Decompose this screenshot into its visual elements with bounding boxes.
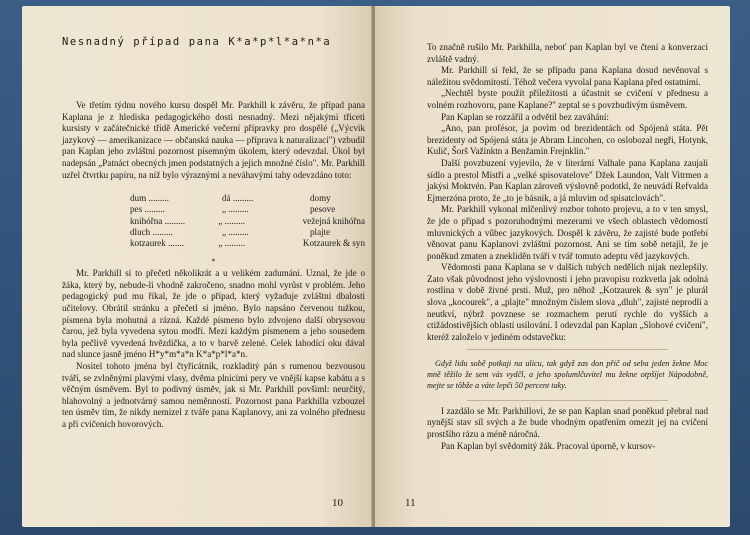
vocab-ditto: „ .........: [218, 215, 246, 226]
right-page: [375, 6, 730, 527]
vocab-singular: dluch .........: [130, 226, 173, 237]
divider: [467, 400, 668, 402]
paragraph: Nositel tohoto jména byl čtyřicátník, rozkladitý pán s rumenou bezvousou tváří, se zvlněnými plavými vlasy, dvěma plnicími pery ve vnější kapse kabátu a s věčným úsměvem. Byl to podivný úsměv, jak si Mr. Parkhill povšiml: neurčitý, blahovolný a jednotvárný samou neměnností. Pozornost pana Parkhilla vzbouzel ten úsměv tím, že nikdy nemizel z tváře pana Kaplanovy, ani za volného přednesu a při cvičeních hovorových.: [62, 360, 365, 429]
vocab-plural: vežejná knihóřna: [302, 215, 365, 226]
paragraph: I zazdálo se Mr. Parkhillovi, že se pan Kaplan snad poněkud přebral nad nynější stav síl svých a že bude vhodným opatřením omezit jej na cvičení prostšího rázu a méně náročná.: [427, 405, 708, 440]
vocab-singular: knihóřna .........: [130, 215, 186, 226]
section-star: *: [211, 257, 216, 267]
vocab-row: [130, 193, 365, 204]
vocab-plural: plajte: [310, 226, 331, 237]
paragraph: Vědomosti pana Kaplana se v dalších tubých nedělích nijak nezlepšily. Zato však původnost jeho výslovnosti i jeho pravopisu rozkvetla jak odolná rostlina v době živné prsti. Muž, pro něhož „Kotzaurek & syn" je plurál slova „kocourek", a „plajte" množným číslem slova „dluh", zajisté neprodlí a neutkví, nýbrž povznese se rozmachem perutí rychle do vyšších a ctižádostivějších oblastí usilování. I odevzdal pan Kaplan „Slohové cvičení", kteréž založelo v jediném odstavečku:: [427, 262, 708, 342]
page-number: 11: [405, 497, 416, 509]
vocab-row: [130, 227, 365, 238]
vocab-plural: domy: [310, 193, 331, 204]
paragraph: „Ano, pan profésor, ja povim od brezidentách od Spójená státa. Pět brezidenty od Spójená státa je Abram Lincohen, co oslobozal negři, Hotynk, Kulič, Šorš Važinktn a Benžamin Frejnklin.": [427, 123, 708, 157]
vocab-plural: Kotzaurek & syn: [302, 237, 365, 248]
vocab-row: [130, 216, 365, 227]
paragraph: „Nechtěl byste použít příležitosti a účastnit se cvičení v přednesu a volném rozhovoru, pane Kaplane?" zeptal se s povzbudivým úsměvem.: [427, 88, 708, 110]
paragraph: To značně rušilo Mr. Parkhilla, neboť pan Kaplan byl ve čtení a konverzaci zvláště vadný.: [427, 42, 708, 64]
vocab-ditto: dá .........: [222, 193, 254, 204]
paragraph: Pan Kaplan se rozzářil a odvětil bez zaváhání:: [441, 111, 609, 122]
paragraph: Mr. Parkhill si to přečetl několikrát a u velikém zadumání. Uznal, že jde o žáka, který by, nebude-li vhodně zakročeno, snadno mohl vyrůst v problém. Jeho pedagogický pud mu říkal, že jde o případ, který vyžaduje zvláštní dbalosti učitelovy. Obrátil stránku a přečetl si jméno. Bylo napsáno červenou tužkou, písmena byla mohutná a rázná. Každé písmeno bylo zdvojeno další obrysovou čarou, jež byla vyvedena sytou modří. Mezi každým písmenem a jeho sousedem byla pečlivě vyvedená hvězdička, a to v barvě zelené. Celek lahodící oku dával nad slunce jasně jméno H*y*m*a*n K*a*p*l*a*n.: [62, 268, 365, 360]
vocab-singular: pes .........: [130, 204, 165, 215]
vocab-row: [130, 204, 365, 215]
chapter-title: Nesnadný případ pana K*a*p*l*a*n*a: [62, 36, 332, 48]
paragraph: Mr. Parkhill vykonal mlčenlivý rozbor tohoto projevu, a to v ten smysl, že jde o případ s pozoruhodnými mezerami ve všech oblastech vědomostí mluvnických a vůbec jazykových. Dospěl k závěru, že zajisté bude potřebí věnovat panu Kaplanovi zvláštní pozornost. Ani se tím sobě netajil, že je poněkud zmaten a znekliděn tváří v tvář tomuto adeptu věd jazykových.: [427, 204, 708, 261]
vocab-singular: kotzaurek .......: [130, 237, 185, 248]
vocab-plural: pesove: [310, 204, 336, 215]
vocab-row: [130, 238, 365, 249]
paragraph: Mr. Parkhill si řekl, že se případu pana Kaplana dosud nevěnoval s náležitou svědomitostí. Téhož večera vyvolal pana Kaplana před ostatními.: [427, 65, 708, 87]
paragraph: Ve třetím týdnu nového kursu dospěl Mr. Parkhill k závěru, že případ pana Kaplana je z hlediska pedagogického dosti nesnadný. Mezi nějakými třiceti kursisty v začátečnické třídě Americké večerní přípravky pro dospělé („Výcvik jazykový — amerikanizace — občanská nauka — příprava k naturalizaci") vzbudil pan Kaplan jeho zvláštní pozornost písemným úkolem, který odevzdal. Úkol byl nadepsán „Patnáct obecných jmen podstatných a jejich množné číslo". Mr. Parkhill uzřel čtvrtku papíru, na níž bylo výraznými a neváhavými tahy odevzdáno toto:: [62, 100, 365, 180]
paragraph: Pan Kaplan byl svědomitý žák. Pracoval úporně, v kursov-: [441, 440, 656, 451]
vocabulary-list: [130, 193, 365, 249]
vocab-ditto: „ .........: [222, 204, 249, 215]
handwritten-essay: Gdyž lidu sobě potkaji na ulicu, tak gdyž zas don přič od seba jeden žekne Moc mně těžilo že sem vás vydčl, a jeho spolumlčuvitel mu žekne otpšíjet Nápodobně, mejte se tôbže a váte lepči 50 percent taky.: [427, 359, 708, 391]
vocab-ditto: „ .........: [222, 226, 249, 237]
divider: [467, 349, 668, 351]
vocab-singular: dum .........: [130, 193, 169, 204]
page-number: 10: [332, 497, 343, 509]
left-page: [22, 6, 373, 527]
paragraph: Další povzbuzení vyjevilo, že v literární Valhale pana Kaplana zaujali sídlo a prestol Mistři a „velké spisovatelove" Džek Laundon, Valt Vitrmen a jakýsi Moktvén. Pan Kaplan zároveň výslovně podotkl, že neuvádí Refvalda Ejmerzóna proto, že „to je básnik, a já mluvim od spisatclovách".: [427, 157, 708, 203]
vocab-ditto: „ .........: [218, 237, 246, 248]
